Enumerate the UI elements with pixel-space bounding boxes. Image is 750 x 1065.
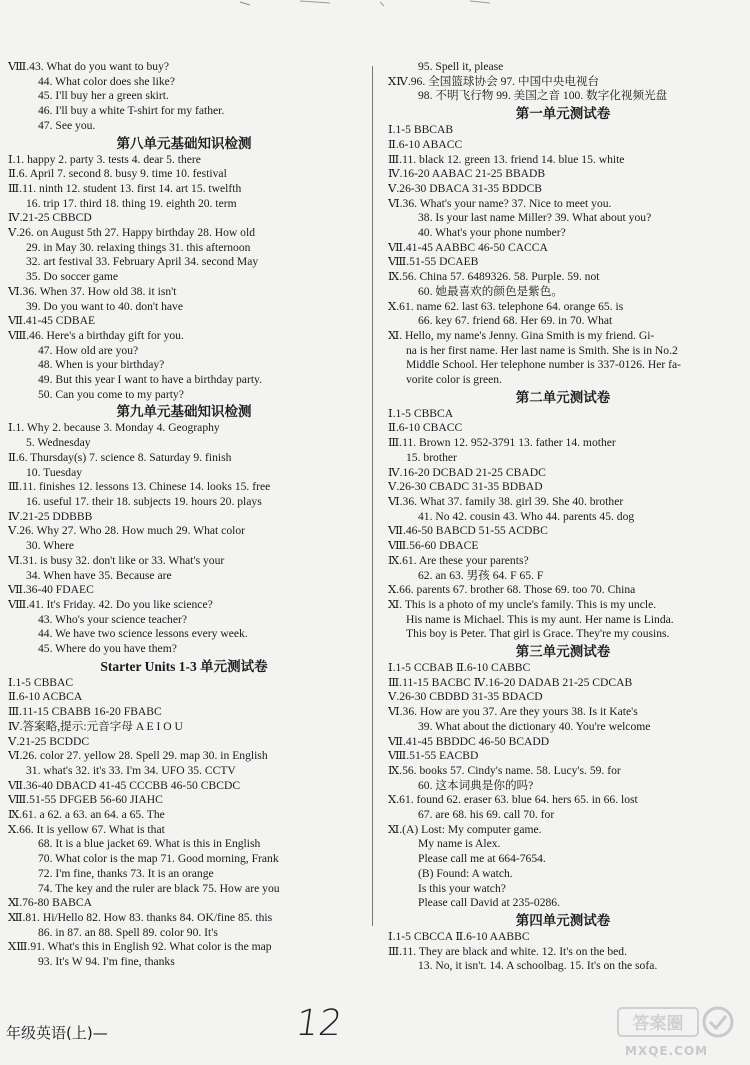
answer-line: Ⅲ.11. ninth 12. student 13. first 14. art 15. twelfth xyxy=(8,181,242,195)
answer-line: 60. 这本词典是你的吗? xyxy=(418,778,534,792)
answer-line: Ⅹ.61. found 62. eraser 63. blue 64. hers 65. in 66. lost xyxy=(388,793,638,807)
answer-line: Ⅲ.11-15 CBABB 16-20 FBABC xyxy=(8,705,162,719)
answer-line: Ⅷ.51-55 DFGEB 56-60 JIAHC xyxy=(8,793,163,807)
answer-line: Ⅸ.61. Are these your parents? xyxy=(388,553,529,567)
answer-line: Ⅷ.56-60 DBACE xyxy=(388,539,479,553)
answer-line: 10. Tuesday xyxy=(26,465,83,479)
answer-line: Ⅷ.43. What do you want to buy? xyxy=(8,60,170,73)
answer-line: Ⅰ.1-5 CBCCA Ⅱ.6-10 AABBC xyxy=(388,929,530,943)
answer-line: Ⅲ.11. finishes 12. lessons 13. Chinese 14. looks 15. free xyxy=(8,480,271,494)
answer-line: Ⅹ.66. It is yellow 67. What is that xyxy=(8,822,165,836)
section-heading: 第四单元测试卷 xyxy=(515,912,611,928)
answer-line: na is her first name. Her last name is Smith. She is in No.2 xyxy=(406,343,678,357)
answer-line: 46. I'll buy a white T-shirt for my father. xyxy=(38,104,225,118)
answer-line: Ⅵ.36. When 37. How old 38. it isn't xyxy=(8,284,177,298)
answer-line: 49. But this year I want to have a birthday party. xyxy=(38,373,262,387)
answer-line: Ⅴ.26-30 CBADC 31-35 BDBAD xyxy=(388,480,543,494)
column-divider xyxy=(372,66,373,926)
answer-line: Please call David at 235-0286. xyxy=(418,896,560,910)
answer-line: 44. We have two science lessons every week. xyxy=(38,627,248,641)
answer-line: Ⅶ.41-45 AABBC 46-50 CACCA xyxy=(388,240,548,254)
answer-line: Ⅷ.46. Here's a birthday gift for you. xyxy=(8,328,184,342)
answer-line: Ⅵ.36. What 37. family 38. girl 39. She 40. brother xyxy=(388,494,624,508)
handwritten-page-number: 12 xyxy=(293,1003,345,1044)
answer-line: Ⅹ.61. name 62. last 63. telephone 64. orange 65. is xyxy=(388,299,624,313)
answer-line: 74. The key and the ruler are black 75. How are you xyxy=(38,881,280,895)
answer-line: Ⅵ.36. What's your name? 37. Nice to meet you. xyxy=(388,196,612,210)
answer-line: 5. Wednesday xyxy=(26,436,91,450)
answer-line: Ⅺ. This is a photo of my uncle's family. This is my uncle. xyxy=(388,597,657,611)
answer-line: vorite color is green. xyxy=(406,373,502,387)
answer-line: 13. No, it isn't. 14. A schoolbag. 15. It's on the sofa. xyxy=(418,959,658,973)
answer-line: Ⅺ.(A) Lost: My computer game. xyxy=(388,822,542,836)
answer-line: Ⅰ.1. Why 2. because 3. Monday 4. Geography xyxy=(8,421,220,435)
answer-line: Ⅴ.26. Why 27. Who 28. How much 29. What color xyxy=(8,524,245,538)
section-heading: 第一单元测试卷 xyxy=(515,106,611,122)
answer-line: 41. No 42. cousin 43. Who 44. parents 45. dog xyxy=(418,509,635,523)
answer-line: 40. What's your phone number? xyxy=(418,226,566,240)
answer-line: 30. Where xyxy=(26,539,75,553)
answer-line: 66. key 67. friend 68. Her 69. in 70. What xyxy=(418,314,613,328)
answer-line: Ⅳ.16-20 AABAC 21-25 BBADB xyxy=(388,167,546,181)
answer-line: 72. I'm fine, thanks 73. It is an orange xyxy=(38,866,214,880)
answer-line: 60. 她最喜欢的颜色是紫色。 xyxy=(418,284,563,298)
answer-line: Ⅻ.81. Hi/Hello 82. How 83. thanks 84. OK/fine 85. this xyxy=(8,910,273,924)
answer-line: Ⅰ.1-5 CBBCA xyxy=(388,406,454,420)
answer-line: 45. Where do you have them? xyxy=(38,642,177,656)
answer-line: Ⅳ.16-20 DCBAD 21-25 CBADC xyxy=(388,465,546,479)
answer-line: 68. It is a blue jacket 69. What is this in English xyxy=(38,837,261,851)
left-column xyxy=(8,60,360,970)
answer-line: Ⅶ.46-50 BABCD 51-55 ACDBC xyxy=(388,524,548,538)
answer-line: Ⅲ.11-15 BACBC Ⅳ.16-20 DADAB 21-25 CDCAB xyxy=(388,675,633,689)
answer-line: Ⅴ.26-30 CBDBD 31-35 BDACD xyxy=(388,690,543,704)
answer-line: 98. 不明飞行物 99. 美国之音 100. 数字化视频光盘 xyxy=(418,89,668,103)
answer-line: Ⅰ.1-5 CBBAC xyxy=(8,675,74,689)
answer-line: 39. Do you want to 40. don't have xyxy=(26,299,183,313)
answer-line: Middle School. Her telephone number is 337-0126. Her fa- xyxy=(406,358,681,372)
footer-subject-label: 年级英语(上)— xyxy=(6,1024,108,1042)
answer-line: 62. an 63. 男孩 64. F 65. F xyxy=(418,568,544,582)
section-heading: 第二单元测试卷 xyxy=(515,389,611,405)
section-heading: 第三单元测试卷 xyxy=(515,644,611,660)
answer-line: Ⅵ.26. color 27. yellow 28. Spell 29. map 30. in English xyxy=(8,749,268,763)
answer-line: 93. It's W 94. I'm fine, thanks xyxy=(38,955,175,969)
answer-line: Ⅱ.6. Thursday(s) 7. science 8. Saturday 9. finish xyxy=(8,450,232,464)
answer-line: Ⅱ.6-10 CBACC xyxy=(388,421,463,435)
watermark-url: MXQE.COM xyxy=(625,1044,709,1058)
answer-line: 31. what's 32. it's 33. I'm 34. UFO 35. CCTV xyxy=(26,763,236,777)
answer-line: Ⅵ.31. is busy 32. don't like or 33. What's your xyxy=(8,553,225,567)
answer-line: ⅩⅣ.96. 全国篮球协会 97. 中国中央电视台 xyxy=(388,74,600,88)
answer-line: Ⅺ.76-80 BABCA xyxy=(8,896,93,910)
answer-line: Ⅶ.41-45 CDBAE xyxy=(8,314,96,328)
answer-line: Ⅸ.61. a 62. a 63. an 64. a 65. The xyxy=(8,808,165,822)
answer-line: Ⅹ.66. parents 67. brother 68. Those 69. too 70. China xyxy=(388,583,636,597)
answer-line: Ⅱ.6-10 ABACC xyxy=(388,137,463,151)
answer-line: Ⅲ.11. They are black and white. 12. It's on the bed. xyxy=(388,944,627,958)
answer-line: Ⅷ.51-55 EACBD xyxy=(388,749,479,763)
answer-line: 67. are 68. his 69. call 70. for xyxy=(418,808,555,822)
answer-line: Ⅱ.6. April 7. second 8. busy 9. time 10. festival xyxy=(8,167,227,181)
top-edge-marks xyxy=(0,0,750,8)
svg-text:答案圈: 答案圈 xyxy=(632,1014,684,1034)
answer-line: Ⅷ.41. It's Friday. 42. Do you like science? xyxy=(8,597,213,611)
answer-line: Is this your watch? xyxy=(418,881,506,895)
answer-line: Ⅱ.6-10 ACBCA xyxy=(8,690,83,704)
section-heading: Starter Units 1-3 单元测试卷 xyxy=(100,658,268,674)
answer-line: ⅩⅢ.91. What's this in English 92. What color is the map xyxy=(8,940,272,954)
answer-line: Ⅺ. Hello, my name's Jenny. Gina Smith is my friend. Gi- xyxy=(388,328,655,342)
answer-line: Ⅶ.41-45 BBDDC 46-50 BCADD xyxy=(388,734,550,748)
answer-line: My name is Alex. xyxy=(418,837,501,851)
section-heading: 第九单元基础知识检测 xyxy=(116,404,252,420)
answer-line: Ⅶ.36-40 FDAEC xyxy=(8,583,94,597)
answer-line: 86. in 87. an 88. Spell 89. color 90. It's xyxy=(38,925,218,939)
answer-line: Ⅵ.36. How are you 37. Are they yours 38. Is it Kate's xyxy=(388,705,638,719)
answer-line: (B) Found: A watch. xyxy=(418,866,513,880)
answer-line: 50. Can you come to my party? xyxy=(38,387,184,401)
answer-line: This boy is Peter. That girl is Grace. They're my cousins. xyxy=(406,627,670,641)
answer-line: Ⅲ.11. black 12. green 13. friend 14. blue 15. white xyxy=(388,152,625,166)
answer-line: 47. See you. xyxy=(38,118,96,132)
answer-line: Ⅶ.36-40 DBACD 41-45 CCCBB 46-50 CBCDC xyxy=(8,778,241,792)
answer-line: Ⅷ.51-55 DCAEB xyxy=(388,255,479,269)
answer-line: 48. When is your birthday? xyxy=(38,358,165,372)
answer-line: 16. trip 17. third 18. thing 19. eighth 20. term xyxy=(26,196,237,210)
answer-line: 35. Do soccer game xyxy=(26,270,119,284)
answer-line: 32. art festival 33. February April 34. second May xyxy=(26,255,259,269)
answer-line: Ⅰ.1-5 CCBAB Ⅱ.6-10 CABBC xyxy=(388,661,531,675)
right-column xyxy=(388,60,738,974)
answer-line: 70. What color is the map 71. Good morning, Frank xyxy=(38,852,279,866)
answer-line: His name is Michael. This is my aunt. Her name is Linda. xyxy=(406,612,674,626)
answer-line: Ⅴ.26-30 DBACA 31-35 BDDCB xyxy=(388,181,542,195)
answer-line: 47. How old are you? xyxy=(38,343,139,357)
answer-line: Please call me at 664-7654. xyxy=(418,852,546,866)
answer-line: 43. Who's your science teacher? xyxy=(38,612,187,626)
section-heading: 第八单元基础知识检测 xyxy=(116,135,252,151)
answer-line: 38. Is your last name Miller? 39. What about you? xyxy=(418,211,652,225)
answer-line: Ⅳ.21-25 DDBBB xyxy=(8,509,93,523)
answer-line: Ⅳ.答案略,提示:元音字母 A E I O U xyxy=(8,719,183,733)
answer-line: Ⅰ.1-5 BBCAB xyxy=(388,123,454,137)
answer-line: Ⅸ.56. China 57. 6489326. 58. Purple. 59. not xyxy=(388,270,600,284)
answer-line: Ⅴ.21-25 BCDDC xyxy=(8,734,90,748)
answer-line: 95. Spell it, please xyxy=(418,60,504,73)
answer-line: 45. I'll buy her a green skirt. xyxy=(38,89,169,103)
answer-line: 16. useful 17. their 18. subjects 19. hours 20. plays xyxy=(26,494,262,508)
answer-line: 44. What color does she like? xyxy=(38,74,175,88)
answer-line: Ⅳ.21-25 CBBCD xyxy=(8,211,92,225)
answer-line: 34. When have 35. Because are xyxy=(26,568,172,582)
answer-line: 15. brother xyxy=(406,450,457,464)
answer-line: Ⅰ.1. happy 2. party 3. tests 4. dear 5. there xyxy=(8,152,201,166)
answer-line: Ⅲ.11. Brown 12. 952-3791 13. father 14. mother xyxy=(388,436,616,450)
answer-line: Ⅸ.56. books 57. Cindy's name. 58. Lucy's. 59. for xyxy=(388,763,621,777)
answer-line: 29. in May 30. relaxing things 31. this afternoon xyxy=(26,240,251,254)
answer-line: 39. What about the dictionary 40. You're welcome xyxy=(418,719,651,733)
answer-line: Ⅴ.26. on August 5th 27. Happy birthday 28. How old xyxy=(8,226,256,240)
